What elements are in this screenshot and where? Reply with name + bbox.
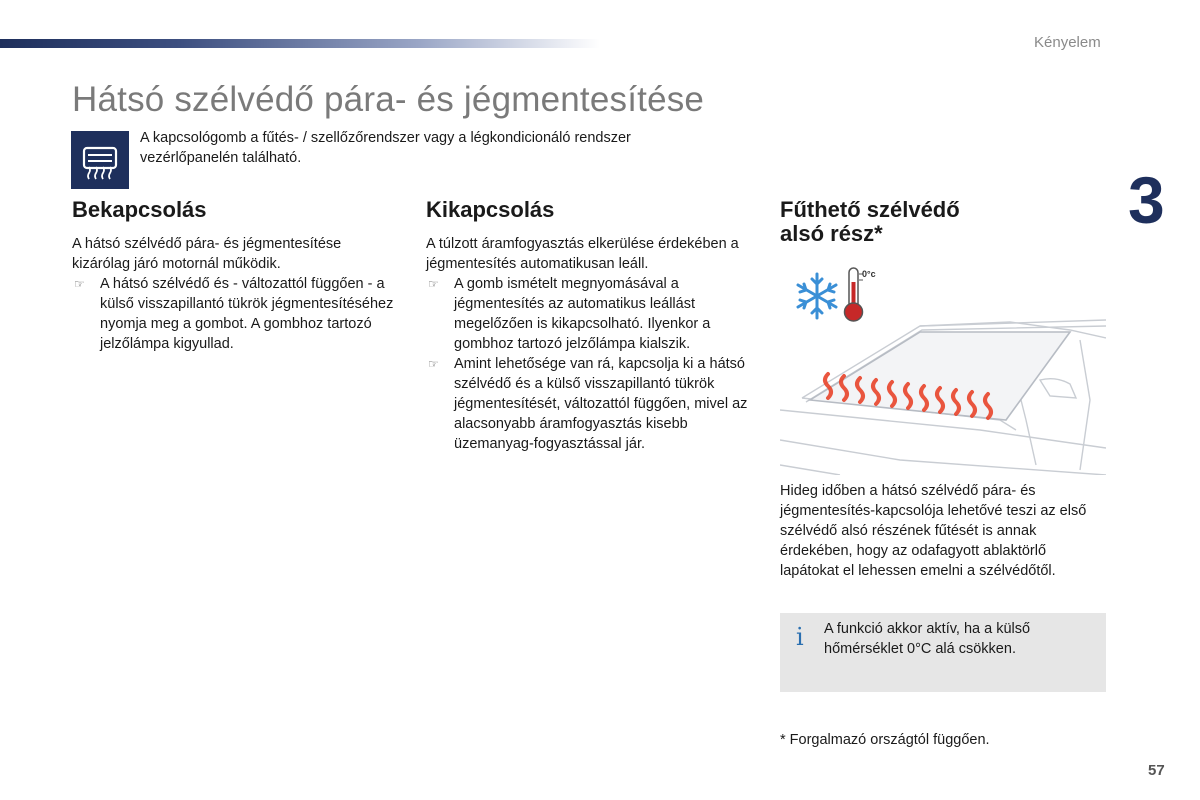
- heading-switch-off: Kikapcsolás: [426, 197, 555, 222]
- thermometer-label: 0°c: [862, 269, 876, 279]
- pointer-bullet-icon: ☞: [428, 277, 439, 291]
- thermometer-icon: [845, 268, 864, 321]
- list-item: ☞ A hátsó szélvédő és - változattól függően - a külső visszapillantó tükrök jégmentesítéséhez nyomja meg a gombot. A gombhoz tartozó jelzőlámpa kigyullad.: [74, 276, 394, 352]
- column-heated-windscreen: [780, 198, 1106, 258]
- list-item: ☞ Amint lehetősége van rá, kapcsolja ki a hátsó szélvédő és a külső visszapillantó tükrök jégmentesítését, változattól függően, mivel az alacsonyabb áramfogyasztás kisebb üzemanyag-fogyasztással jár.: [428, 356, 748, 452]
- column-switch-on: [72, 198, 402, 354]
- heading-switch-on: Bekapcsolás: [72, 197, 207, 222]
- section-name: Kényelem: [1034, 34, 1101, 51]
- column-switch-off: [426, 198, 752, 454]
- chapter-number: 3: [1128, 163, 1165, 237]
- info-icon: i: [796, 623, 804, 651]
- heated-windscreen-description: Hideg időben a hátsó szélvédő pára- és jégmentesítés-kapcsolója lehetővé teszi az első szélvédő alsó részének fűtését is annak érdekében, hogy az odafagyott ablaktörlő lapátokat el lehessen emelni a szélvédőtől.: [780, 483, 1087, 579]
- footnote: * Forgalmazó országtól függően.: [780, 732, 990, 748]
- heated-windscreen-illustration: [780, 260, 1106, 475]
- paragraph: A túlzott áramfogyasztás elkerülése érdekében a jégmentesítés automatikusan leáll.: [426, 236, 739, 272]
- page-title: Hátsó szélvédő pára- és jégmentesítése: [72, 80, 705, 119]
- list-item: ☞ A gomb ismételt megnyomásával a jégmentesítés az automatikus leállást megelőzően is kikapcsolható. Ilyenkor a gombhoz tartozó jelzőlámpa kialszik.: [428, 276, 711, 352]
- pointer-bullet-icon: ☞: [74, 277, 85, 291]
- info-box: [780, 613, 1106, 692]
- intro-text: A kapcsológomb a fűtés- / szellőzőrendszer vagy a légkondicionáló rendszer vezérlőpanelén található.: [140, 130, 631, 166]
- rear-defrost-icon: [71, 131, 129, 189]
- header-gradient-bar: [0, 39, 600, 48]
- heading-heated-windscreen: Fűthető szélvédő alsó rész*: [780, 197, 960, 246]
- pointer-bullet-icon: ☞: [428, 357, 439, 371]
- info-text: A funkció akkor aktív, ha a külső hőmérséklet 0°C alá csökken.: [824, 621, 1031, 657]
- paragraph: A hátsó szélvédő pára- és jégmentesítése kizárólag járó motornál működik.: [72, 236, 342, 272]
- page-number: 57: [1148, 762, 1165, 779]
- snowflake-icon: [798, 274, 836, 318]
